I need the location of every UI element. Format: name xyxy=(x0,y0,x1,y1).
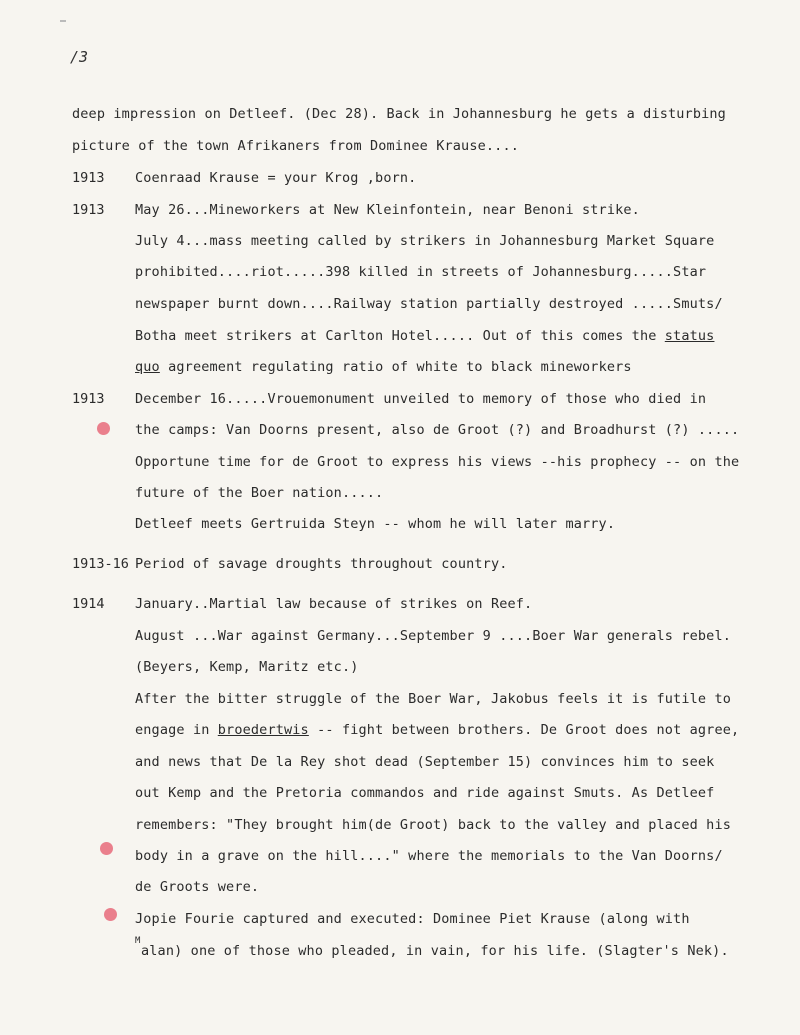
text-line: prohibited....riot.....398 killed in streets of Johannesburg.....Star xyxy=(135,264,707,280)
text-line: deep impression on Detleef. (Dec 28). Back in Johannesburg he gets a disturbing xyxy=(72,106,726,122)
red-marker-dot xyxy=(104,908,117,921)
text-line: picture of the town Afrikaners from Dominee Krause.... xyxy=(72,138,519,154)
text-line xyxy=(135,328,714,344)
page-number: /3 xyxy=(70,48,89,66)
year-label: 1913-16 xyxy=(72,556,129,572)
text-line: Jopie Fourie captured and executed: Dominee Piet Krause (along with xyxy=(135,911,690,927)
text-line: body in a grave on the hill...." where the memorials to the Van Doorns/ xyxy=(135,848,723,864)
underlined-term: broedertwis xyxy=(217,722,309,738)
text-line: Opportune time for de Groot to express his views --his prophecy -- on the xyxy=(135,454,740,470)
text-line: December 16.....Vrouemonument unveiled to memory of those who died in xyxy=(135,391,707,407)
text-line: May 26...Mineworkers at New Kleinfontein, near Benoni strike. xyxy=(135,202,640,218)
text-line: alan) one of those who pleaded, in vain, for his life. (Slagter's Nek). xyxy=(141,943,729,959)
year-label: 1913 xyxy=(72,202,105,218)
text-line: Period of savage droughts throughout country. xyxy=(135,556,508,572)
underlined-term: status xyxy=(664,328,715,344)
text-line: de Groots were. xyxy=(135,879,260,895)
text-line: the camps: Van Doorns present, also de Groot (?) and Broadhurst (?) ..... xyxy=(135,422,740,438)
year-label: 1914 xyxy=(72,596,105,612)
line-text: Botha meet strikers at Carlton Hotel..... Out of this comes the xyxy=(135,328,657,344)
text-line: August ...War against Germany...September 9 ....Boer War generals rebel. xyxy=(135,628,731,644)
text-line: January..Martial law because of strikes on Reef. xyxy=(135,596,533,612)
line-text: engage in xyxy=(135,722,210,738)
text-line: (Beyers, Kemp, Maritz etc.) xyxy=(135,659,359,675)
text-line: newspaper burnt down....Railway station partially destroyed .....Smuts/ xyxy=(135,296,723,312)
text-line xyxy=(135,722,739,738)
text-line: Coenraad Krause = your Krog ,born. xyxy=(135,170,417,186)
superscript-mark: M xyxy=(135,936,141,946)
red-marker-dot xyxy=(97,422,110,435)
underlined-term: quo xyxy=(135,359,160,375)
line-text: agreement regulating ratio of white to black mineworkers xyxy=(168,359,632,375)
text-line xyxy=(135,359,632,375)
text-line: and news that De la Rey shot dead (September 15) convinces him to seek xyxy=(135,754,715,770)
red-marker-dot xyxy=(100,842,113,855)
paper-mark xyxy=(60,20,66,22)
year-label: 1913 xyxy=(72,391,105,407)
text-line: After the bitter struggle of the Boer War, Jakobus feels it is futile to xyxy=(135,691,731,707)
text-line: July 4...mass meeting called by strikers in Johannesburg Market Square xyxy=(135,233,715,249)
text-line: out Kemp and the Pretoria commandos and ride against Smuts. As Detleef xyxy=(135,785,715,801)
year-label: 1913 xyxy=(72,170,105,186)
text-line: remembers: "They brought him(de Groot) back to the valley and placed his xyxy=(135,817,731,833)
text-line: future of the Boer nation..... xyxy=(135,485,384,501)
text-line: Detleef meets Gertruida Steyn -- whom he will later marry. xyxy=(135,516,616,532)
line-text: -- fight between brothers. De Groot does not agree, xyxy=(317,722,740,738)
